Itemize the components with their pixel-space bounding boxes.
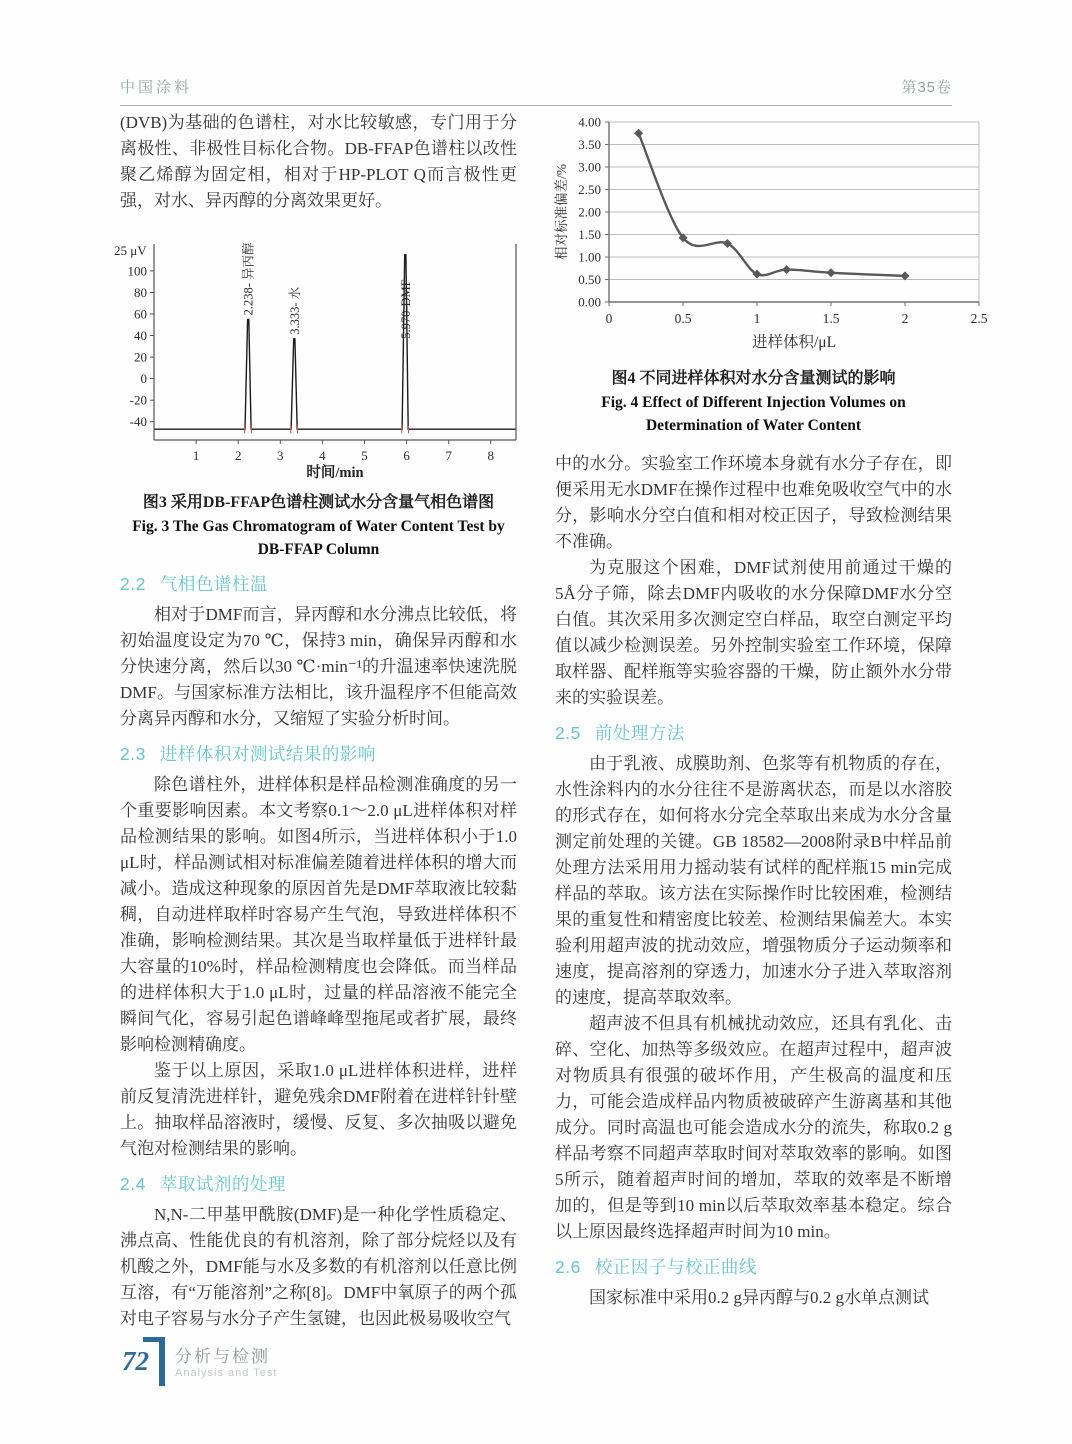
- right-column: [554, 110, 988, 1332]
- svg-text:5: 5: [361, 448, 368, 463]
- page-header: [120, 76, 952, 106]
- svg-text:4: 4: [319, 448, 326, 463]
- paragraph-2-2: 相对于DMF而言，异丙醇和水分沸点比较低，将初始温度设定为70 ℃，保持3 min，确保异丙醇和水分快速分离，然后以30 ℃·min⁻¹的升温速率快速洗脱DMF。与国家标准方法相比，该升温程序不但能高效分离异丙醇和水分，又缩短了实验分析时间。: [120, 605, 517, 728]
- section-heading-2-3: [120, 741, 517, 766]
- svg-text:2.238- 异丙醇: 2.238- 异丙醇: [241, 242, 256, 316]
- paragraph-cont-1: 中的水分。实验室工作环境本身就有水分子存在，即便采用无水DMF在操作过程中也难免吸收空气中的水分，影响水分空白值和相对校正因子，导致检测结果不准确。: [555, 454, 952, 551]
- svg-text:-40: -40: [129, 414, 147, 430]
- svg-text:6: 6: [403, 448, 410, 463]
- section-heading-2-6: [555, 1254, 952, 1279]
- svg-text:1.50: 1.50: [578, 227, 601, 242]
- fig4-caption: [555, 367, 952, 437]
- svg-text:100: 100: [127, 263, 147, 279]
- svg-text:60: 60: [134, 306, 147, 322]
- footer-section-label: [165, 1342, 277, 1379]
- footer-label-en: Analysis and Test: [175, 1367, 278, 1379]
- svg-text:4.00: 4.00: [578, 114, 601, 130]
- svg-text:8: 8: [487, 448, 494, 463]
- figure-4: [554, 112, 988, 437]
- section-number: 2.3: [120, 744, 146, 764]
- paragraph-2-3-a: 除色谱柱外，进样体积是样品检测准确度的另一个重要影响因素。本文考察0.1～2.0 μL进样体积对样品检测结果的影响。如图4所示，当进样体积小于1.0 μL时，样品测试相对标准偏差随着进样体积的增大而减小。造成这种现象的原因首先是DMF萃取液比较黏稠，自动进样取样时容易产生气泡，导致进样体积不准确，影响检测结果。其次是当取样量低于进样针最大容量的10%时，样品检测精度也会降低。而当样品的进样体积大于1.0 μL时，过量的样品溶液不能完全瞬间气化，容易引起色谱峰峰型拖尾或者扩展，最终影响检测精确度。: [120, 775, 517, 1054]
- svg-text:0.00: 0.00: [578, 294, 601, 310]
- fig4-caption-zh: 图4 不同进样体积对水分含量测试的影响: [611, 370, 896, 387]
- svg-text:2: 2: [234, 448, 242, 463]
- svg-text:1: 1: [192, 448, 200, 463]
- svg-text:0.5: 0.5: [674, 311, 692, 326]
- svg-text:2: 2: [901, 311, 909, 326]
- section-heading-2-4: [120, 1171, 517, 1196]
- fig4-line-chart: [551, 112, 991, 363]
- fig4-caption-en-line2: Determination of Water Content: [645, 417, 862, 434]
- svg-text:5.970-DMF: 5.970-DMF: [398, 279, 413, 339]
- svg-text:相对标准偏差/%: 相对标准偏差/%: [554, 164, 569, 260]
- fig3-caption-en-line2: DB-FFAP Column: [257, 541, 380, 558]
- svg-text:2.50: 2.50: [578, 182, 601, 197]
- paragraph-2-4: N,N-二甲基甲酰胺(DMF)是一种化学性质稳定、沸点高、性能优良的有机溶剂，除了部分烷烃以及有机酸之外，DMF能与水及多数的有机溶剂以任意比例互溶，有“万能溶剂”之称[8]。DMF中氧原子的两个孤对电子容易与水分子产生氢键，也因此极易吸收空气: [120, 1205, 517, 1328]
- svg-text:2.5: 2.5: [970, 311, 988, 326]
- page-footer: [118, 1342, 277, 1386]
- section-heading-2-2: [120, 571, 517, 596]
- svg-text:1.5: 1.5: [822, 311, 840, 326]
- svg-text:0: 0: [140, 371, 147, 387]
- figure-3: [114, 228, 517, 561]
- svg-text:3.50: 3.50: [578, 137, 601, 152]
- left-column: [114, 110, 517, 1332]
- svg-text:2.00: 2.00: [578, 204, 601, 220]
- svg-text:3.00: 3.00: [578, 159, 601, 175]
- footer-label-zh: 分析与检测: [175, 1347, 270, 1366]
- svg-text:0.50: 0.50: [578, 272, 601, 287]
- svg-text:0: 0: [605, 311, 613, 326]
- paragraph-2-5-a: 由于乳液、成膜助剂、色浆等有机物质的存在，水性涂料内的水分往往不是游离状态，而是以水溶胶的形式存在，如何将水分完全萃取出来成为水分含量测定前处理的关键。GB 18582—2008附录B中样品前处理方法采用用力摇动装有试样的配样瓶15 min完成样品的萃取。该方法在实际操作时比较困难，检测结果的重复性和精密度比较差、检测结果偏差大。本实验利用超声波的扰动效应，增强物质分子运动频率和速度，提高溶剂的穿透力，加速水分子进入萃取溶剂的速度，提高萃取效率。: [555, 754, 952, 1007]
- paragraph-intro: (DVB)为基础的色谱柱，对水比较敏感，专门用于分离极性、非极性目标化合物。DB-FFAP色谱柱以改性聚乙烯醇为固定相，相对于HP-PLOT Q而言极性更强，对水、异丙醇的分离效果更好。: [120, 113, 517, 210]
- svg-text:-20: -20: [129, 392, 147, 408]
- section-heading-2-5: [555, 720, 952, 745]
- section-title: 进样体积对测试结果的影响: [159, 744, 376, 764]
- section-title: 前处理方法: [594, 723, 685, 743]
- svg-text:20: 20: [134, 349, 147, 365]
- section-title: 气相色谱柱温: [159, 574, 268, 594]
- svg-text:时间/min: 时间/min: [306, 465, 364, 481]
- section-title: 萃取试剂的处理: [159, 1174, 286, 1194]
- fig3-caption-en-line1: Fig. 3 The Gas Chromatogram of Water Content Test by: [132, 518, 505, 535]
- section-number: 2.4: [120, 1174, 146, 1194]
- volume-label: 第35卷: [901, 79, 952, 96]
- svg-text:1.00: 1.00: [578, 249, 601, 265]
- svg-text:3: 3: [277, 448, 284, 463]
- section-number: 2.5: [555, 723, 581, 743]
- svg-text:进样体积/μL: 进样体积/μL: [751, 334, 837, 351]
- fig3-caption-zh: 图3 采用DB-FFAP色谱柱测试水分含量气相色谱图: [142, 494, 495, 511]
- svg-text:1: 1: [753, 311, 761, 326]
- paragraph-2-3-b: 鉴于以上原因，采取1.0 μL进样体积进样，进样前反复清洗进样针，避免残余DMF附着在进样针针壁上。抽取样品溶液时，缓慢、反复、多次抽吸以避免气泡对检测结果的影响。: [120, 1061, 517, 1158]
- footer-divider-bar: [159, 1342, 165, 1386]
- section-title: 校正因子与校正曲线: [594, 1257, 757, 1277]
- section-number: 2.6: [555, 1257, 581, 1277]
- svg-text:80: 80: [134, 285, 147, 300]
- svg-text:3.333- 水: 3.333- 水: [287, 286, 302, 335]
- page-number: 72: [122, 1346, 149, 1376]
- paragraph-2-5-b: 超声波不但具有机械扰动效应，还具有乳化、击碎、空化、加热等多级效应。在超声过程中，超声波对物质具有很强的破坏作用，产生极高的温度和压力，可能会造成样品内物质被破碎产生游离基和其他成分。同时高温也可能会造成水分的流失，称取0.2 g样品考察不同超声萃取时间对萃取效率的影响。如图5所示，随着超声时间的增加，萃取的效率是不断增加的，但是等到10 min以后萃取效率基本稳定。综合以上原因最终选择超声时间为10 min。: [555, 1014, 952, 1241]
- paragraph-2-6: 国家标准中采用0.2 g异丙醇与0.2 g水单点测试: [589, 1288, 929, 1307]
- fig3-chromatogram: [110, 228, 530, 487]
- section-number: 2.2: [120, 574, 146, 594]
- svg-text:25 μV: 25 μV: [114, 243, 147, 258]
- fig4-caption-en-line1: Fig. 4 Effect of Different Injection Volumes on: [601, 394, 906, 411]
- journal-name: 中国涂料: [120, 79, 193, 96]
- paragraph-cont-2: 为克服这个困难，DMF试剂使用前通过干燥的5Å分子筛，除去DMF内吸收的水分保障DMF水分空白值。其次采用多次测定空白样品，取空白测定平均值以减少检测误差。另外控制实验室工作环境，保障取样器、配样瓶等实验容器的干燥，防止额外水分带来的实验误差。: [555, 558, 952, 707]
- svg-text:40: 40: [134, 328, 147, 343]
- svg-text:7: 7: [445, 448, 452, 463]
- two-column-body: [114, 110, 988, 1332]
- fig3-caption: [120, 491, 517, 561]
